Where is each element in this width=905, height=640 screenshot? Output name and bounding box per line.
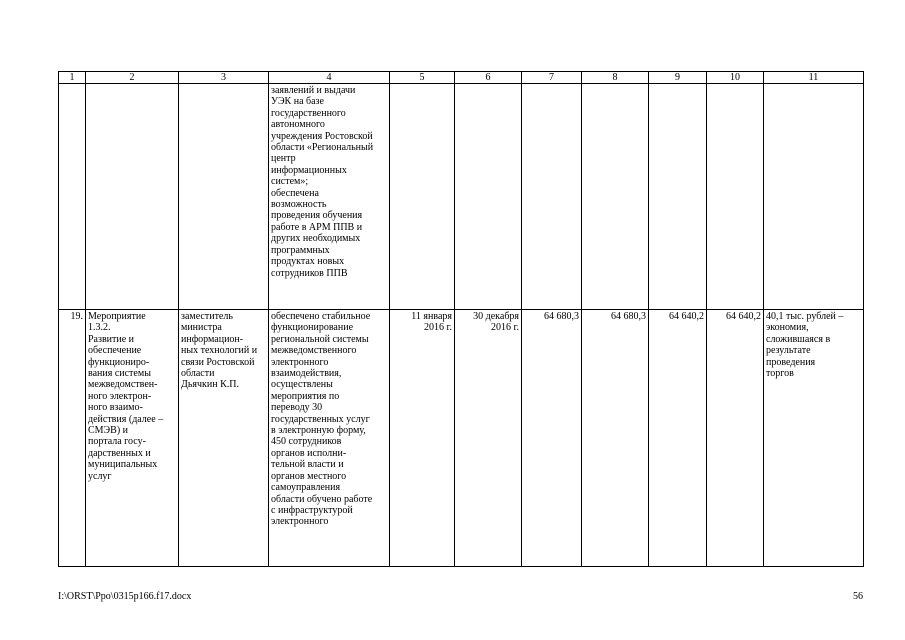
start-date-cell: 11 января 2016 г. <box>390 310 455 567</box>
row-number: 19. <box>59 310 86 567</box>
cont-cell-6 <box>455 84 522 310</box>
cont-cell-result: заявлений и выдачи УЭК на базе государственного автономного учреждения Ростовской области «Региональный центр информационных систем»; обеспечена возможность проведения обучения работе в АРМ ППВ и других необходимых программных продуктах новых сотрудников ППВ <box>269 84 390 310</box>
responsible-cell: заместитель министра информацион- ных технологий и связи Ростовской области Дьячкин К.П. <box>179 310 269 567</box>
cont-cell-8 <box>582 84 649 310</box>
cont-cell-3 <box>179 84 269 310</box>
cont-cell-2 <box>86 84 179 310</box>
cont-cell-11 <box>764 84 864 310</box>
table-row-continuation <box>59 84 864 310</box>
cont-cell-9 <box>649 84 707 310</box>
value-cell-7: 64 680,3 <box>522 310 582 567</box>
header-cell-2: 2 <box>86 72 179 84</box>
table-header-row <box>59 72 864 84</box>
cont-cell-7 <box>522 84 582 310</box>
header-cell-7: 7 <box>522 72 582 84</box>
header-cell-11: 11 <box>764 72 864 84</box>
event-cell: Мероприятие 1.3.2. Развитие и обеспечение функциониро- вания системы межведомствен- ного электрон- ного взаимо- действия (далее – СМЭВ) и портала госу- дарственных и муниципальных услуг <box>86 310 179 567</box>
footer-file-path: I:\ORST\Ppo\0315p166.f17.docx <box>58 591 192 602</box>
header-cell-3: 3 <box>179 72 269 84</box>
report-table <box>58 71 864 567</box>
cont-cell-10 <box>707 84 764 310</box>
value-cell-10: 64 640,2 <box>707 310 764 567</box>
value-cell-9: 64 640,2 <box>649 310 707 567</box>
cont-cell-5 <box>390 84 455 310</box>
header-cell-1: 1 <box>59 72 86 84</box>
end-date-cell: 30 декабря 2016 г. <box>455 310 522 567</box>
result-cell: обеспечено стабильное функционирование региональной системы межведомственного электронного взаимодействия, осуществлены мероприятия по переводу 30 государственных услуг в электронную форму, 450 сотрудников органов исполни- тельной власти и органов местного самоуправления области обучено работе с инфраструктурой электронного <box>269 310 390 567</box>
header-cell-4: 4 <box>269 72 390 84</box>
page-number: 56 <box>853 591 863 602</box>
header-cell-10: 10 <box>707 72 764 84</box>
header-cell-5: 5 <box>390 72 455 84</box>
cont-cell-1 <box>59 84 86 310</box>
header-cell-6: 6 <box>455 72 522 84</box>
header-cell-9: 9 <box>649 72 707 84</box>
header-cell-8: 8 <box>582 72 649 84</box>
table-row-19 <box>59 310 864 567</box>
value-cell-8: 64 680,3 <box>582 310 649 567</box>
note-cell: 40,1 тыс. рублей – экономия, сложившаяся в результате проведения торгов <box>764 310 864 567</box>
